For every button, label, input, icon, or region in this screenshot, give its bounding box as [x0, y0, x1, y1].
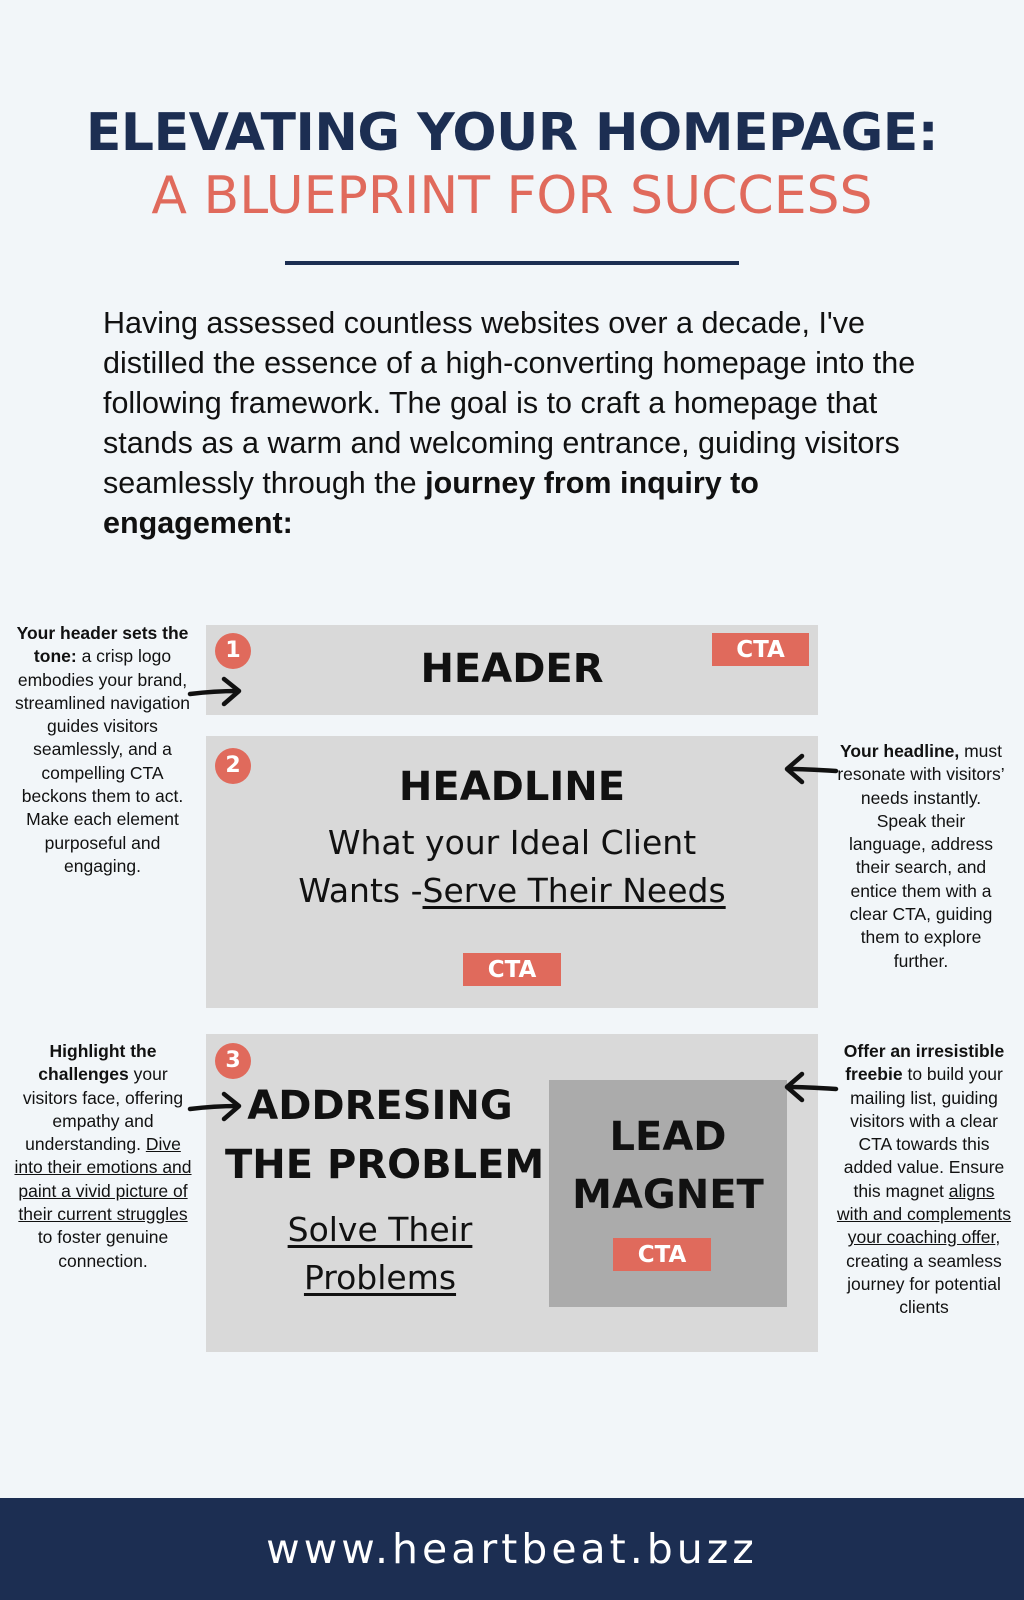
- freebie-note-text-2: , creating a seamless journey for potential clients: [846, 1227, 1002, 1318]
- headline-section-title: HEADLINE: [398, 764, 626, 810]
- problem-note-text-1: your visitors face, offering empathy and understanding.: [22, 1064, 184, 1155]
- freebie-note-underline: aligns with and complements your coaching offer: [836, 1180, 1012, 1248]
- arrow-left-icon: [782, 752, 840, 788]
- headline-subtext-line-1: What your Ideal Client: [327, 823, 697, 862]
- title-divider: [285, 261, 739, 265]
- header-note: [10, 622, 195, 878]
- arrow-right-icon: [186, 674, 244, 710]
- title-line-1: ELEVATING YOUR HOMEPAGE:: [85, 103, 939, 163]
- lead-magnet-cta-button[interactable]: CTA: [613, 1238, 711, 1271]
- step-2-badge: 2: [215, 748, 251, 784]
- headline-note-bold: Your headline,: [839, 741, 960, 761]
- intro-text: Having assessed countless websites over a decade, I've distilled the essence of a high-converting homepage into the following framework. The goal is to craft a homepage that stands as a warm and welcoming entrance, guiding visitors seamlessly through the: [103, 306, 916, 500]
- header-section-title: HEADER: [420, 646, 604, 692]
- lead-magnet-title-line-1: LEAD: [609, 1114, 727, 1160]
- problem-note: [12, 1040, 194, 1273]
- lead-magnet-title-line-2: MAGNET: [572, 1172, 764, 1218]
- headline-note-text: must resonate with visitors’ needs instantly. Speak their language, address their search, and entice them with a clear CTA, guiding them to explore further.: [837, 741, 1005, 971]
- step-3-badge: 3: [215, 1043, 251, 1079]
- problem-title-line-2: THE PROBLEM: [225, 1142, 545, 1188]
- headline-note: [836, 740, 1006, 973]
- serve-their-needs-text: Serve Their Needs: [422, 871, 726, 910]
- footer-url-link[interactable]: www.heartbeat.buzz: [266, 1525, 758, 1573]
- arrow-right-icon: [186, 1089, 244, 1125]
- freebie-note-bold: Offer an irresistible freebie: [843, 1041, 1005, 1085]
- intro-paragraph: [103, 303, 933, 543]
- problem-title-line-1: ADDRESING: [247, 1083, 513, 1129]
- headline-subtext-line-2: [206, 867, 818, 915]
- header-cta-button[interactable]: CTA: [712, 633, 809, 666]
- problem-subtext-line-1: Solve Their: [287, 1210, 473, 1249]
- intro-bold-text: journey from inquiry to engagement:: [103, 466, 759, 540]
- problem-subtext-line-2: Problems: [303, 1258, 457, 1297]
- problem-note-underline: Dive into their emotions and paint a vivid picture of their current struggles: [14, 1134, 192, 1225]
- freebie-note: [836, 1040, 1012, 1320]
- problem-note-text-2: to foster genuine connection.: [37, 1227, 169, 1271]
- problem-note-bold: Highlight the challenges: [38, 1041, 157, 1085]
- freebie-note-text-1: to build your mailing list, guiding visitors with a clear CTA towards this added value. Ensure this magnet: [843, 1064, 1005, 1201]
- title-line-2: A BLUEPRINT FOR SUCCESS: [151, 166, 873, 226]
- arrow-left-icon: [782, 1070, 840, 1106]
- headline-cta-button[interactable]: CTA: [463, 953, 561, 986]
- header-note-text: a crisp logo embodies your brand, streamlined navigation guides visitors seamlessly, and a compelling CTA beckons them to act. Make each element purposeful and engaging.: [14, 646, 191, 876]
- headline-subtext-prefix: Wants -: [298, 871, 423, 910]
- step-1-badge: 1: [215, 633, 251, 669]
- header-note-bold: Your header sets the tone:: [16, 623, 189, 667]
- footer-bar: [0, 1498, 1024, 1600]
